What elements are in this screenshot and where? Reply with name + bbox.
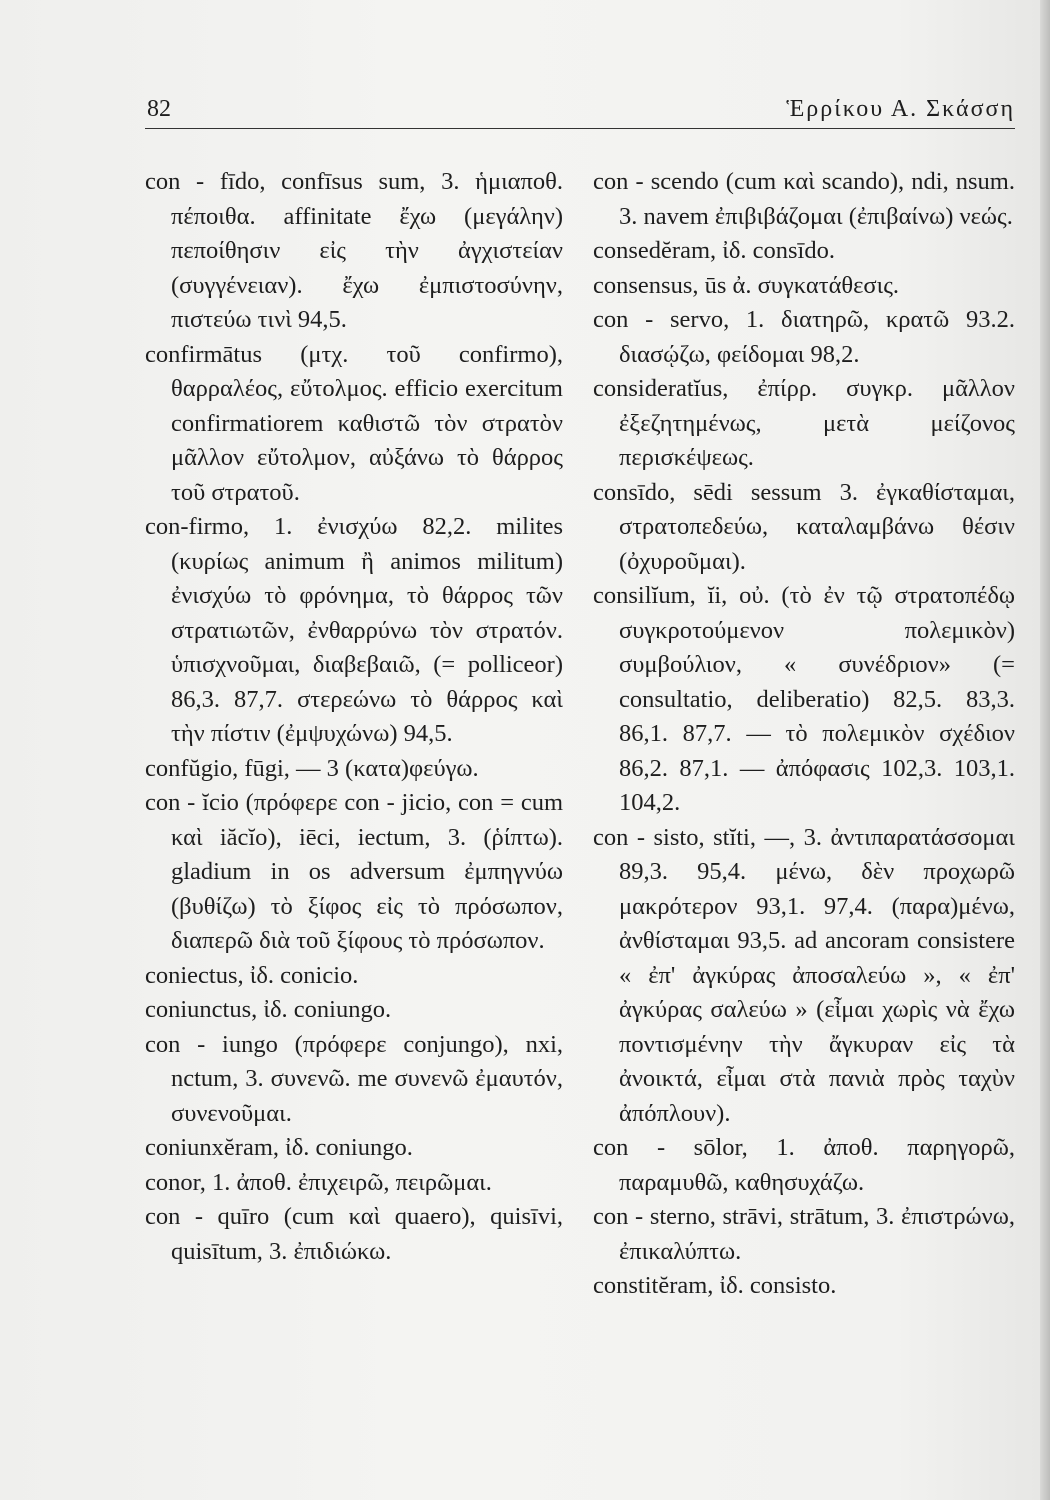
dictionary-entry: constitĕram, ἰδ. consisto. [593,1272,837,1299]
dictionary-entry: consilĭum, ĭi, οὐ. (τὸ ἐν τῷ στρατοπέδῳ συγκροτούμενον πολεμικὸν) συμβούλιον, « συνέδριον» (= consultatio, deliberatio) 82,5. 83,3. 86,1. 87,7. — τὸ πολεμικὸν σχέδιον 86,2. 87,1. — ἀπόφασις 102,3. 103,1. 104,2. [593,582,1015,816]
dictionary-entry: consedĕram, ἰδ. consīdo. [593,237,835,264]
left-column [145,165,563,1269]
page-edge [1040,0,1050,1500]
dictionary-entry: coniunxĕram, ἰδ. coniungo. [145,1134,413,1161]
dictionary-entry: coniectus, ἰδ. conicio. [145,961,359,989]
dictionary-entry: conor, 1. ἀποθ. ἐπιχειρῶ, πειρῶμαι. [145,1168,492,1196]
dictionary-entry: con-firmo, 1. ἐνισχύω 82,2. milites (κυρίως animum ἢ animos militum) ἐνισχύω τὸ φρόνημα, τὸ θάρρος τῶν στρατιωτῶν, ἐνθαρρύνω τὸν στρατόν. ὑπισχνοῦμαι, διαβεβαιῶ, (= polliceor) 86,3. 87,7. στερεώνω τὸ θάρρος καὶ τὴν πίστιν (ἐμψυχώνω) 94,5. [145,513,563,747]
page-header [145,96,1015,126]
right-column [593,165,1015,1304]
dictionary-entry: consīdo, sēdi sessum 3. ἐγκαθίσταμαι, στρατοπεδεύω, καταλαμβάνω θέσιν (ὀχυροῦμαι). [593,478,1015,575]
dictionary-entry: con - quīro (cum καὶ quaero), quisīvi, quisītum, 3. ἐπιδιώκω. [145,1203,563,1265]
header-rule [145,128,1015,129]
dictionary-entry: con - servo, 1. διατηρῶ, κρατῶ 93.2. διασῴζω, φείδομαι 98,2. [593,306,1015,368]
dictionary-entry: con - scendo (cum καὶ scando), ndi, nsum. 3. navem ἐπιβιβάζομαι (ἐπιβαίνω) νεώς. [593,168,1015,230]
page-number: 82 [147,96,171,122]
dictionary-entry: con - fīdo, confīsus sum, 3. ἡμιαποθ. πέποιθα. affinitate ἔχω (μεγάλην) πεποίθησιν εἰς τὴν ἀγχιστείαν (συγγένειαν). ἔχω ἐμπιστοσύνην, πιστεύω τινὶ 94,5. [145,168,563,333]
dictionary-entry: confirmātus (μτχ. τοῦ confirmo), θαρραλέος, εὔτολμος. efficio exercitum confirmatiorem καθιστῶ τὸν στρατὸν μᾶλλον εὔτολμον, αὐξάνω τὸ θάρρος τοῦ στρατοῦ. [145,340,563,506]
dictionary-entry: con - iungo (πρόφερε conjungo), nxi, nctum, 3. συνενῶ. me συνενῶ ἐμαυτόν, συνενοῦμαι. [145,1030,563,1127]
dictionary-entry: consensus, ūs ἀ. συγκατάθεσις. [593,271,900,299]
dictionary-entry: con - sterno, strāvi, strātum, 3. ἐπιστρώνω, ἐπικαλύπτω. [593,1203,1015,1265]
dictionary-entry: consideratĭus, ἐπίρρ. συγκρ. μᾶλλον ἐξεζητημένως, μετὰ μείζονος περισκέψεως. [593,375,1015,471]
dictionary-entry: coniunctus, ἰδ. coniungo. [145,996,392,1023]
dictionary-entry: con - sisto, stĭti, —, 3. ἀντιπαρατάσσομαι 89,3. 95,4. μένω, δὲν προχωρῶ μακρότερον 93,1. 97,4. (παρα)μένω, ἀνθίσταμαι 93,5. ad ancoram consistere « ἐπ' ἀγκύρας ἀποσαλεύω », « ἐπ' ἀγκύρας σαλεύω » (εἶμαι χωρὶς νὰ ἔχω ποντισμένην τὴν ἄγκυραν εἰς τὰ ἀνοικτά, εἶμαι στὰ πανιὰ πρὸς ταχὺν ἀπόπλουν). [593,823,1015,1127]
dictionary-entry: con - sōlor, 1. ἀποθ. παρηγορῶ, παραμυθῶ, καθησυχάζω. [593,1134,1015,1196]
dictionary-entry: confŭgio, fūgi, — 3 (κατα)φεύγω. [145,754,479,782]
dictionary-entry: con - ĭcio (πρόφερε con - jicio, con = cum καὶ iăcĭo), iēci, iectum, 3. (ῥίπτω). gladium in os adversum ἐμπηγνύω (βυθίζω) τὸ ξίφος εἰς τὸ πρόσωπον, διαπερῶ διὰ τοῦ ξίφους τὸ πρόσωπον. [145,789,563,954]
running-title: Ἑρρίκου Α. Σκάσση [786,96,1015,122]
